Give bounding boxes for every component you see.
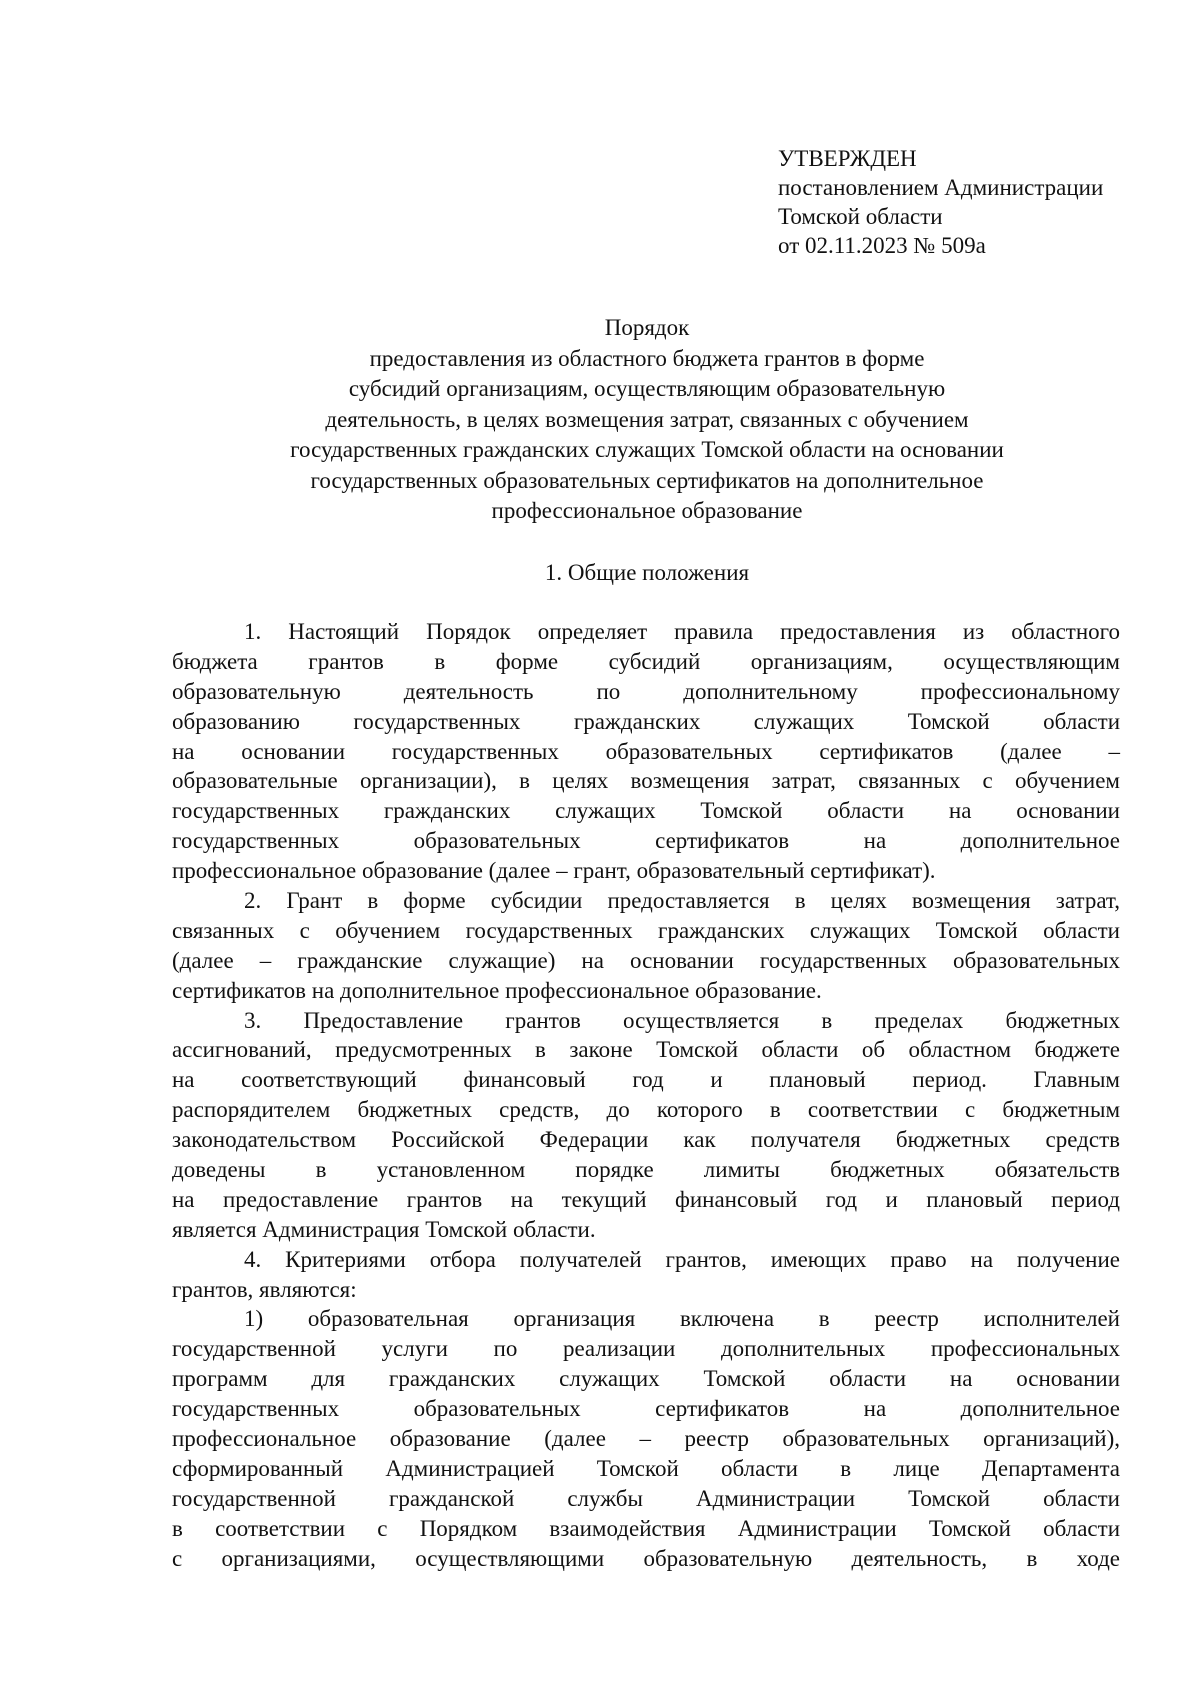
paragraph-line: связанных с обучением государственных гражданских служащих Томской области bbox=[172, 917, 1120, 943]
title-heading: Порядок bbox=[604, 315, 690, 340]
paragraph-line: 3. Предоставление грантов осуществляется в пределах бюджетных bbox=[244, 1007, 1120, 1033]
approval-by: постановлением Администрации bbox=[778, 175, 1104, 200]
approval-stamp bbox=[778, 144, 1178, 260]
title-line: профессиональное образование bbox=[491, 498, 803, 523]
document-body bbox=[172, 617, 1120, 1574]
approval-label: УТВЕРЖДЕН bbox=[778, 146, 917, 171]
paragraph-line: 1. Настоящий Порядок определяет правила предоставления из областного bbox=[244, 619, 1120, 644]
paragraph-line: сформированный Администрацией Томской области в лице Департамента bbox=[172, 1455, 1120, 1481]
paragraph-line: государственных образовательных сертификатов на дополнительное bbox=[172, 828, 1120, 854]
title-line: государственных гражданских служащих Томской области на основании bbox=[290, 437, 1004, 462]
paragraph-line: ассигнований, предусмотренных в законе Томской области об областном бюджете bbox=[172, 1037, 1120, 1063]
paragraph-line: 4. Критериями отбора получателей грантов, имеющих право на получение bbox=[244, 1246, 1120, 1272]
approval-date-number: от 02.11.2023 № 509а bbox=[778, 233, 986, 258]
paragraph-line: государственной гражданской службы Администрации Томской области bbox=[172, 1485, 1120, 1511]
paragraph-line: на соответствующий финансовый год и плановый период. Главным bbox=[172, 1067, 1120, 1093]
paragraph-line: распорядителем бюджетных средств, до которого в соответствии с бюджетным bbox=[172, 1097, 1120, 1123]
paragraph-line: грантов, являются: bbox=[172, 1276, 357, 1302]
section-heading: 1. Общие положения bbox=[544, 560, 750, 585]
paragraph-line: профессиональное образование (далее – реестр образовательных организаций), bbox=[172, 1426, 1120, 1452]
paragraph-line: бюджета грантов в форме субсидий организациям, осуществляющим bbox=[172, 648, 1120, 674]
paragraph-line: 2. Грант в форме субсидии предоставляется в целях возмещения затрат, bbox=[244, 888, 1120, 914]
paragraph-line: на предоставление грантов на текущий финансовый год и плановый период bbox=[172, 1186, 1120, 1212]
title-line: деятельность, в целях возмещения затрат, связанных с обучением bbox=[325, 406, 969, 432]
paragraph-line: 1) образовательная организация включена в реестр исполнителей bbox=[244, 1306, 1120, 1332]
approval-region: Томской области bbox=[778, 204, 943, 229]
paragraph-line: законодательством Российской Федерации как получателя бюджетных средств bbox=[172, 1127, 1120, 1153]
paragraph-line: на основании государственных образовательных сертификатов (далее – bbox=[172, 738, 1120, 764]
document-title bbox=[172, 313, 1122, 527]
paragraph-line: (далее – гражданские служащие) на основании государственных образовательных bbox=[172, 947, 1120, 973]
paragraph-line: образовательные организации), в целях возмещения затрат, связанных с обучением bbox=[172, 768, 1120, 794]
title-line: государственных образовательных сертификатов на дополнительное bbox=[310, 467, 984, 493]
paragraph-line: сертификатов на дополнительное профессиональное образование. bbox=[172, 977, 822, 1003]
paragraph-line: образовательную деятельность по дополнительному профессиональному bbox=[172, 678, 1120, 704]
paragraph-line: государственных образовательных сертификатов на дополнительное bbox=[172, 1396, 1120, 1422]
paragraph-line: профессиональное образование (далее – грант, образовательный сертификат). bbox=[172, 858, 936, 884]
paragraph-line: с организациями, осуществляющими образовательную деятельность, в ходе bbox=[172, 1545, 1120, 1571]
title-line: предоставления из областного бюджета грантов в форме bbox=[369, 345, 925, 371]
paragraph-line: государственных гражданских служащих Томской области на основании bbox=[172, 798, 1120, 824]
paragraph-line: образованию государственных гражданских служащих Томской области bbox=[172, 708, 1120, 734]
title-line: субсидий организациям, осуществляющим образовательную bbox=[348, 376, 946, 401]
paragraph-line: в соответствии с Порядком взаимодействия Администрации Томской области bbox=[172, 1515, 1120, 1541]
paragraph-line: является Администрация Томской области. bbox=[172, 1216, 596, 1242]
paragraph-line: доведены в установленном порядке лимиты бюджетных обязательств bbox=[172, 1157, 1120, 1183]
paragraph-line: программ для гражданских служащих Томской области на основании bbox=[172, 1366, 1120, 1392]
paragraph-line: государственной услуги по реализации дополнительных профессиональных bbox=[172, 1336, 1120, 1362]
